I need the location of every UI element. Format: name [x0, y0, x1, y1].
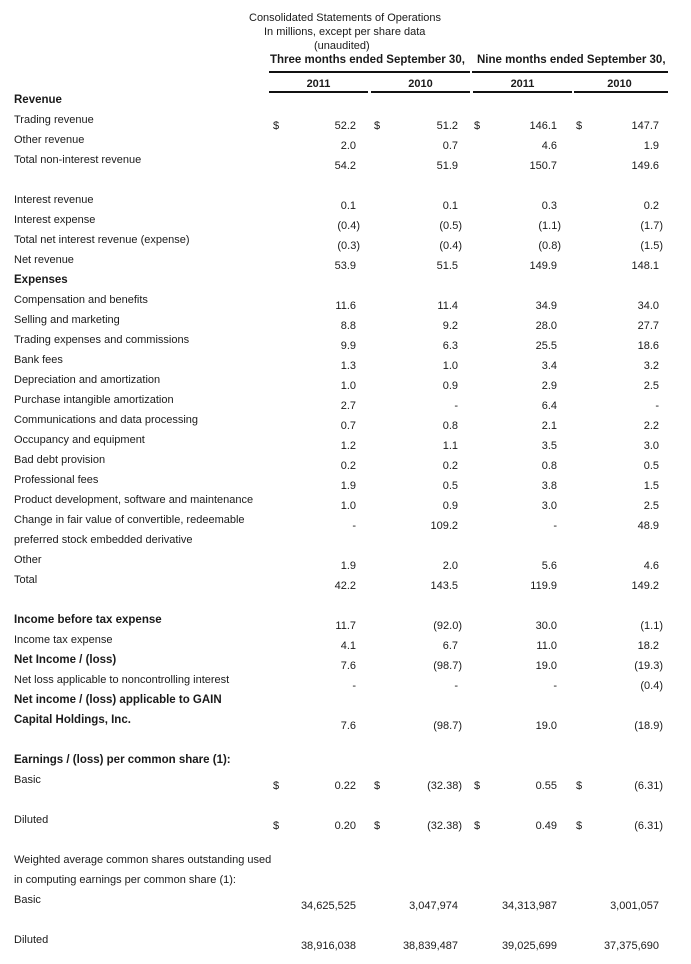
row-value: 7.6 — [340, 660, 356, 672]
row-value: 1.5 — [643, 480, 659, 492]
row-value: - — [655, 400, 659, 412]
row-value: 34.0 — [637, 300, 659, 312]
row-value: (18.9) — [634, 720, 663, 732]
doc-unaudited-note: (unaudited) — [314, 40, 370, 52]
row-value: 3.2 — [643, 360, 659, 372]
row-value: - — [553, 520, 557, 532]
row-value: 28.0 — [535, 320, 557, 332]
row-value: 51.5 — [436, 260, 458, 272]
row-label: Change in fair value of convertible, redeemable — [14, 514, 245, 526]
row-label: Total net interest revenue (expense) — [14, 234, 190, 246]
row-value: 0.2 — [340, 460, 356, 472]
row-label: Total non-interest revenue — [14, 154, 142, 166]
row-value: 1.0 — [340, 380, 356, 392]
row-value: 149.9 — [529, 260, 557, 272]
row-value: 48.9 — [637, 520, 659, 532]
year-rule-9m-2010 — [574, 91, 668, 93]
row-label: in computing earnings per common share (1): — [14, 874, 236, 886]
row-value: 51.2 — [436, 120, 458, 132]
year-rule-q-2010 — [371, 91, 470, 93]
row-value: 18.2 — [637, 640, 659, 652]
row-label: Trading revenue — [14, 114, 94, 126]
row-label: Diluted — [14, 814, 49, 826]
row-value: (32.38) — [427, 820, 462, 832]
row-value: 6.3 — [442, 340, 458, 352]
row-value: 143.5 — [430, 580, 458, 592]
row-value: 4.6 — [541, 140, 557, 152]
row-value: 9.2 — [442, 320, 458, 332]
row-value: 2.5 — [643, 380, 659, 392]
row-value: 2.9 — [541, 380, 557, 392]
row-value: 150.7 — [529, 160, 557, 172]
row-value: (1.1) — [538, 220, 561, 232]
row-value: 1.9 — [340, 560, 356, 572]
row-value: - — [553, 680, 557, 692]
header-rule-nine-months — [472, 71, 668, 73]
row-label: Net revenue — [14, 254, 74, 266]
row-value: 42.2 — [334, 580, 356, 592]
row-label: Net Income / (loss) — [14, 654, 117, 666]
row-value: 8.8 — [340, 320, 356, 332]
row-value: (6.31) — [634, 820, 663, 832]
currency-symbol: $ — [273, 120, 280, 132]
year-header-9m-2011: 2011 — [510, 78, 535, 90]
row-label: Depreciation and amortization — [14, 374, 161, 386]
row-value: 11.7 — [335, 620, 356, 632]
row-value: 9.9 — [340, 340, 356, 352]
header-rule-three-months — [269, 71, 470, 73]
currency-symbol: $ — [273, 820, 280, 832]
row-value: (0.3) — [337, 240, 360, 252]
row-value: (19.3) — [634, 660, 663, 672]
row-value: 18.6 — [637, 340, 659, 352]
row-value: (0.5) — [439, 220, 462, 232]
row-label: Earnings / (loss) per common share (1): — [14, 754, 231, 766]
row-value: (0.8) — [538, 240, 561, 252]
row-value: 0.8 — [442, 420, 458, 432]
row-label: Occupancy and equipment — [14, 434, 145, 446]
row-label: Expenses — [14, 274, 68, 286]
row-value: 0.7 — [340, 420, 356, 432]
row-value: 11.0 — [536, 640, 557, 652]
year-rule-9m-2011 — [473, 91, 572, 93]
currency-symbol: $ — [474, 120, 481, 132]
row-label: Total — [14, 574, 38, 586]
row-value: 0.5 — [643, 460, 659, 472]
row-value: 1.0 — [340, 500, 356, 512]
row-value: (1.7) — [640, 220, 663, 232]
row-value: (0.4) — [439, 240, 462, 252]
row-value: 1.1 — [442, 440, 458, 452]
row-value: - — [454, 680, 458, 692]
row-value: 3.4 — [541, 360, 557, 372]
row-label: Bank fees — [14, 354, 63, 366]
row-label: Other — [14, 554, 42, 566]
row-value: 11.6 — [335, 300, 356, 312]
row-label: Basic — [14, 774, 41, 786]
row-value: 19.0 — [535, 660, 557, 672]
row-label: Income tax expense — [14, 634, 113, 646]
row-value: 2.0 — [340, 140, 356, 152]
row-value: 52.2 — [334, 120, 356, 132]
row-value: 27.7 — [637, 320, 659, 332]
row-value: 3.0 — [643, 440, 659, 452]
row-value: 39,025,699 — [501, 940, 557, 952]
row-value: - — [352, 520, 356, 532]
row-label: Selling and marketing — [14, 314, 120, 326]
row-value: 4.1 — [340, 640, 356, 652]
currency-symbol: $ — [374, 780, 381, 792]
row-value: 1.0 — [442, 360, 458, 372]
doc-title: Consolidated Statements of Operations — [249, 12, 442, 24]
year-header-q-2010: 2010 — [408, 78, 433, 90]
row-value: 5.6 — [541, 560, 557, 572]
row-value: 3,047,974 — [409, 900, 458, 912]
row-value: 34,625,525 — [300, 900, 356, 912]
row-value: 0.1 — [442, 200, 458, 212]
row-value: 25.5 — [535, 340, 557, 352]
year-header-q-2011: 2011 — [306, 78, 331, 90]
row-value: 0.55 — [535, 780, 557, 792]
row-value: 1.2 — [340, 440, 356, 452]
row-value: 149.2 — [631, 580, 659, 592]
row-value: 54.2 — [334, 160, 356, 172]
row-label: Net income / (loss) applicable to GAIN — [14, 694, 222, 706]
row-label: Income before tax expense — [14, 614, 162, 626]
row-value: - — [454, 400, 458, 412]
row-value: 7.6 — [340, 720, 356, 732]
row-label: Interest expense — [14, 214, 96, 226]
row-value: 1.9 — [643, 140, 659, 152]
row-value: 4.6 — [643, 560, 659, 572]
row-value: 0.22 — [334, 780, 356, 792]
row-value: 109.2 — [430, 520, 458, 532]
row-value: 0.7 — [442, 140, 458, 152]
row-value: 53.9 — [334, 260, 356, 272]
row-value: 148.1 — [631, 260, 659, 272]
row-value: (0.4) — [337, 220, 360, 232]
row-value: 146.1 — [529, 120, 557, 132]
row-value: 0.5 — [442, 480, 458, 492]
row-value: 0.49 — [535, 820, 557, 832]
row-value: (1.1) — [640, 620, 663, 632]
row-label: Net loss applicable to noncontrolling interest — [14, 674, 230, 686]
row-label: Purchase intangible amortization — [14, 394, 174, 406]
period-header-three-months: Three months ended September 30, — [270, 54, 465, 66]
row-value: 6.4 — [541, 400, 557, 412]
row-value: 147.7 — [631, 120, 659, 132]
row-value: 0.9 — [442, 500, 458, 512]
year-header-9m-2010: 2010 — [607, 78, 632, 90]
row-label: Product development, software and maintenance — [14, 494, 254, 506]
row-value: 38,916,038 — [300, 940, 356, 952]
row-value: 34.9 — [535, 300, 557, 312]
currency-symbol: $ — [273, 780, 280, 792]
row-value: 34,313,987 — [501, 900, 557, 912]
currency-symbol: $ — [576, 820, 583, 832]
row-value: 1.9 — [340, 480, 356, 492]
row-value: 1.3 — [340, 360, 356, 372]
row-value: 19.0 — [535, 720, 557, 732]
row-value: 3,001,057 — [610, 900, 659, 912]
row-label: Diluted — [14, 934, 49, 946]
currency-symbol: $ — [474, 820, 481, 832]
row-value: 0.20 — [334, 820, 356, 832]
row-value: (98.7) — [433, 660, 462, 672]
currency-symbol: $ — [576, 120, 583, 132]
doc-subtitle: In millions, except per share data — [264, 26, 426, 38]
row-value: 2.5 — [643, 500, 659, 512]
row-value: 0.9 — [442, 380, 458, 392]
row-label: Weighted average common shares outstanding used — [14, 854, 272, 866]
currency-symbol: $ — [474, 780, 481, 792]
row-label: Interest revenue — [14, 194, 94, 206]
row-value: (98.7) — [433, 720, 462, 732]
row-label: Professional fees — [14, 474, 99, 486]
row-value: 0.2 — [643, 200, 659, 212]
row-value: (92.0) — [433, 620, 462, 632]
row-value: 51.9 — [436, 160, 458, 172]
row-label: preferred stock embedded derivative — [14, 534, 193, 546]
row-value: 2.7 — [340, 400, 356, 412]
row-value: 11.4 — [437, 300, 458, 312]
row-value: (0.4) — [640, 680, 663, 692]
row-value: (1.5) — [640, 240, 663, 252]
row-label: Capital Holdings, Inc. — [14, 714, 131, 726]
row-value: (6.31) — [634, 780, 663, 792]
row-value: 0.1 — [340, 200, 356, 212]
row-value: 3.8 — [541, 480, 557, 492]
row-value: 2.2 — [643, 420, 659, 432]
row-value: - — [352, 680, 356, 692]
row-value: 30.0 — [535, 620, 557, 632]
row-value: 0.3 — [541, 200, 557, 212]
row-value: 2.1 — [541, 420, 557, 432]
row-label: Other revenue — [14, 134, 85, 146]
row-label: Compensation and benefits — [14, 294, 148, 306]
row-value: 38,839,487 — [402, 940, 458, 952]
currency-symbol: $ — [374, 120, 381, 132]
row-value: 0.8 — [541, 460, 557, 472]
row-value: (32.38) — [427, 780, 462, 792]
row-label: Basic — [14, 894, 41, 906]
row-value: 3.0 — [541, 500, 557, 512]
row-value: 3.5 — [541, 440, 557, 452]
row-label: Revenue — [14, 94, 62, 106]
row-value: 149.6 — [631, 160, 659, 172]
row-label: Trading expenses and commissions — [14, 334, 190, 346]
row-value: 37,375,690 — [603, 940, 659, 952]
row-value: 0.2 — [442, 460, 458, 472]
period-header-nine-months: Nine months ended September 30, — [477, 54, 666, 66]
row-label: Bad debt provision — [14, 454, 106, 466]
row-value: 2.0 — [442, 560, 458, 572]
row-value: 6.7 — [442, 640, 458, 652]
currency-symbol: $ — [576, 780, 583, 792]
year-rule-q-2011 — [269, 91, 368, 93]
row-label: Communications and data processing — [14, 414, 199, 426]
row-value: 119.9 — [530, 580, 557, 592]
currency-symbol: $ — [374, 820, 381, 832]
